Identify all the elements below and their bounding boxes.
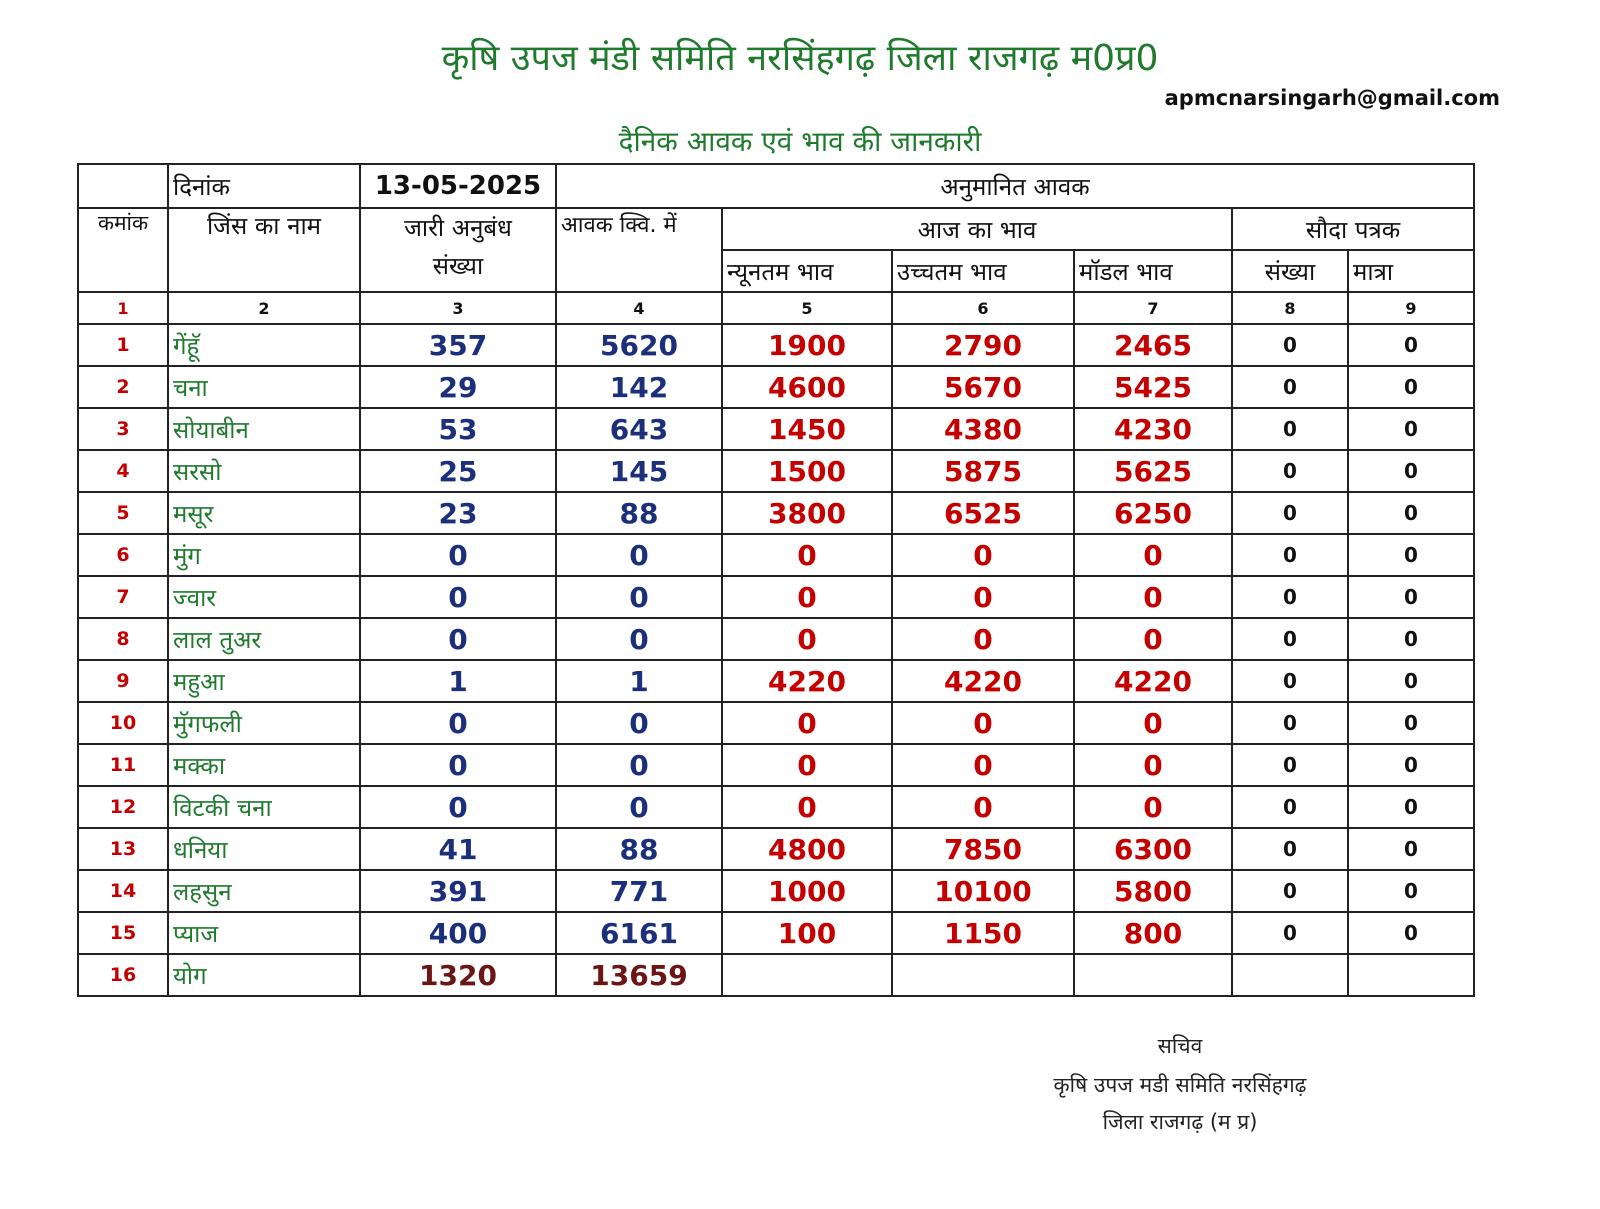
max-price-cell: 7850: [892, 828, 1074, 870]
modal-price-cell: 5800: [1074, 870, 1232, 912]
arrival-cell: 0: [556, 534, 722, 576]
sauda-count-cell: 0: [1232, 828, 1348, 870]
arrival-cell: 142: [556, 366, 722, 408]
table-body: [78, 324, 1474, 996]
signature-title: सचिव: [1157, 1034, 1203, 1058]
date-label: दिनांक: [168, 164, 360, 208]
serial-header: कमांक: [78, 208, 168, 292]
sauda-count-cell: 0: [1232, 618, 1348, 660]
max-price-cell: 4380: [892, 408, 1074, 450]
empty-cell: [892, 954, 1074, 996]
min-price-header: न्यूनतम भाव: [722, 250, 892, 292]
modal-price-cell: 800: [1074, 912, 1232, 954]
min-price-cell: 4800: [722, 828, 892, 870]
min-price-cell: 4600: [722, 366, 892, 408]
sauda-count-cell: 0: [1232, 324, 1348, 366]
modal-price-cell: 0: [1074, 744, 1232, 786]
serial-cell: 2: [78, 366, 168, 408]
total-label-cell: योग: [168, 954, 360, 996]
table-row: [78, 408, 1474, 450]
min-price-cell: 3800: [722, 492, 892, 534]
sauda-qty-cell: 0: [1348, 828, 1474, 870]
crop-name-cell: लहसुन: [168, 870, 360, 912]
empty-cell: [1348, 954, 1474, 996]
sauda-count-cell: 0: [1232, 408, 1348, 450]
sauda-qty-cell: 0: [1348, 660, 1474, 702]
page-title: कृषि उपज मंडी समिति नरसिंहगढ़ जिला राजगढ़ म0प्र0: [441, 38, 1159, 79]
total-contracts-cell: 1320: [360, 954, 556, 996]
serial-cell: 11: [78, 744, 168, 786]
serial-cell: 9: [78, 660, 168, 702]
column-number-row: [78, 292, 1474, 324]
serial-cell: 15: [78, 912, 168, 954]
crop-name-cell: सरसो: [168, 450, 360, 492]
sauda-qty-cell: 0: [1348, 744, 1474, 786]
sauda-qty-cell: 0: [1348, 870, 1474, 912]
max-price-cell: 0: [892, 534, 1074, 576]
sauda-count-cell: 0: [1232, 870, 1348, 912]
column-number: 9: [1348, 292, 1474, 324]
contracts-cell: 53: [360, 408, 556, 450]
serial-cell: 8: [78, 618, 168, 660]
date-value: 13-05-2025: [360, 164, 556, 208]
serial-cell: 4: [78, 450, 168, 492]
max-price-cell: 2790: [892, 324, 1074, 366]
max-price-cell: 0: [892, 576, 1074, 618]
arrival-cell: 5620: [556, 324, 722, 366]
serial-cell: 6: [78, 534, 168, 576]
sauda-qty-cell: 0: [1348, 912, 1474, 954]
min-price-cell: 0: [722, 576, 892, 618]
table-row: [78, 618, 1474, 660]
max-price-cell: 1150: [892, 912, 1074, 954]
max-price-cell: 0: [892, 786, 1074, 828]
min-price-cell: 4220: [722, 660, 892, 702]
crop-name-cell: मक्का: [168, 744, 360, 786]
table-row: [78, 870, 1474, 912]
arrival-cell: 0: [556, 576, 722, 618]
modal-price-cell: 0: [1074, 618, 1232, 660]
empty-cell: [1232, 954, 1348, 996]
table-row: [78, 492, 1474, 534]
contracts-cell: 400: [360, 912, 556, 954]
modal-price-cell: 5425: [1074, 366, 1232, 408]
arrival-cell: 145: [556, 450, 722, 492]
total-arrival-cell: 13659: [556, 954, 722, 996]
sauda-qty-cell: 0: [1348, 576, 1474, 618]
modal-price-cell: 0: [1074, 534, 1232, 576]
sauda-count-cell: 0: [1232, 534, 1348, 576]
sauda-qty-cell: 0: [1348, 534, 1474, 576]
modal-price-cell: 0: [1074, 576, 1232, 618]
max-price-header: उच्चतम भाव: [892, 250, 1074, 292]
column-number: 6: [892, 292, 1074, 324]
column-number: 3: [360, 292, 556, 324]
crop-name-cell: लाल तुअर: [168, 618, 360, 660]
crop-name-cell: ज्वार: [168, 576, 360, 618]
serial-cell: 14: [78, 870, 168, 912]
min-price-cell: 1500: [722, 450, 892, 492]
contracts-cell: 1: [360, 660, 556, 702]
sauda-qty-cell: 0: [1348, 366, 1474, 408]
serial-cell: 7: [78, 576, 168, 618]
min-price-cell: 0: [722, 534, 892, 576]
email-address: apmcnarsingarh@gmail.com: [1164, 86, 1500, 110]
sauda-count-cell: 0: [1232, 912, 1348, 954]
serial-cell: 1: [78, 324, 168, 366]
contracts-header: [360, 208, 556, 292]
modal-price-cell: 4220: [1074, 660, 1232, 702]
crop-name-cell: चना: [168, 366, 360, 408]
arrival-cell: 0: [556, 618, 722, 660]
min-price-cell: 1900: [722, 324, 892, 366]
column-number: 8: [1232, 292, 1348, 324]
sauda-qty-header: मात्रा: [1348, 250, 1474, 292]
min-price-cell: 1450: [722, 408, 892, 450]
contracts-cell: 0: [360, 618, 556, 660]
min-price-cell: 0: [722, 618, 892, 660]
table-row: [78, 828, 1474, 870]
arrival-cell: 6161: [556, 912, 722, 954]
sauda-count-cell: 0: [1232, 744, 1348, 786]
sauda-qty-cell: 0: [1348, 618, 1474, 660]
column-number: 1: [78, 292, 168, 324]
contracts-cell: 357: [360, 324, 556, 366]
arrival-cell: 0: [556, 744, 722, 786]
min-price-cell: 0: [722, 786, 892, 828]
max-price-cell: 0: [892, 702, 1074, 744]
sauda-count-cell: 0: [1232, 450, 1348, 492]
serial-cell: 10: [78, 702, 168, 744]
max-price-cell: 5670: [892, 366, 1074, 408]
sauda-count-cell: 0: [1232, 702, 1348, 744]
crop-name-cell: मुंग: [168, 534, 360, 576]
contracts-header-line2: संख्या: [432, 252, 484, 280]
sauda-qty-cell: 0: [1348, 786, 1474, 828]
contracts-cell: 29: [360, 366, 556, 408]
arrival-cell: 88: [556, 828, 722, 870]
table-row: [78, 450, 1474, 492]
crop-name-cell: मुॅगफली: [168, 702, 360, 744]
empty-cell: [722, 954, 892, 996]
table-row: [78, 744, 1474, 786]
contracts-cell: 23: [360, 492, 556, 534]
table-row: [78, 366, 1474, 408]
crop-name-cell: विटकी चना: [168, 786, 360, 828]
table-row: [78, 534, 1474, 576]
sauda-qty-cell: 0: [1348, 492, 1474, 534]
modal-price-cell: 0: [1074, 786, 1232, 828]
arrival-cell: 771: [556, 870, 722, 912]
empty-cell: [1074, 954, 1232, 996]
table-row: [78, 912, 1474, 954]
sauda-qty-cell: 0: [1348, 450, 1474, 492]
sauda-qty-cell: 0: [1348, 324, 1474, 366]
contracts-cell: 0: [360, 786, 556, 828]
crop-name-cell: प्याज: [168, 912, 360, 954]
arrival-cell: 88: [556, 492, 722, 534]
sauda-count-cell: 0: [1232, 660, 1348, 702]
daily-arrival-price-table: [77, 163, 1475, 997]
contracts-cell: 0: [360, 744, 556, 786]
crop-name-header: जिंस का नाम: [168, 208, 360, 292]
sauda-qty-cell: 0: [1348, 702, 1474, 744]
sauda-qty-cell: 0: [1348, 408, 1474, 450]
serial-cell: 5: [78, 492, 168, 534]
column-number: 7: [1074, 292, 1232, 324]
sauda-patrak-header: सौदा पत्रक: [1232, 208, 1474, 250]
table-row: [78, 660, 1474, 702]
table-row: [78, 702, 1474, 744]
contracts-cell: 0: [360, 534, 556, 576]
anumanit-awak-header: अनुमानित आवक: [556, 164, 1474, 208]
max-price-cell: 0: [892, 618, 1074, 660]
crop-name-cell: मसूर: [168, 492, 360, 534]
sauda-count-cell: 0: [1232, 492, 1348, 534]
crop-name-cell: सोयाबीन: [168, 408, 360, 450]
arrival-cell: 643: [556, 408, 722, 450]
arrival-header: आवक क्वि. में: [556, 208, 722, 292]
blank-cell: [78, 164, 168, 208]
serial-cell: 12: [78, 786, 168, 828]
table-row: [78, 576, 1474, 618]
modal-price-header: मॉडल भाव: [1074, 250, 1232, 292]
min-price-cell: 0: [722, 702, 892, 744]
column-number: 5: [722, 292, 892, 324]
arrival-cell: 0: [556, 702, 722, 744]
contracts-cell: 0: [360, 702, 556, 744]
max-price-cell: 5875: [892, 450, 1074, 492]
arrival-cell: 1: [556, 660, 722, 702]
min-price-cell: 100: [722, 912, 892, 954]
table-header: [78, 164, 1474, 324]
contracts-cell: 0: [360, 576, 556, 618]
max-price-cell: 10100: [892, 870, 1074, 912]
modal-price-cell: 6300: [1074, 828, 1232, 870]
contracts-cell: 391: [360, 870, 556, 912]
total-serial-cell: 16: [78, 954, 168, 996]
arrival-cell: 0: [556, 786, 722, 828]
max-price-cell: 6525: [892, 492, 1074, 534]
crop-name-cell: महुआ: [168, 660, 360, 702]
todays-price-header: आज का भाव: [722, 208, 1232, 250]
modal-price-cell: 5625: [1074, 450, 1232, 492]
max-price-cell: 0: [892, 744, 1074, 786]
modal-price-cell: 0: [1074, 702, 1232, 744]
min-price-cell: 0: [722, 744, 892, 786]
min-price-cell: 1000: [722, 870, 892, 912]
sauda-count-header: संख्या: [1232, 250, 1348, 292]
contracts-header-line1: जारी अनुबंध: [404, 214, 512, 242]
column-number: 2: [168, 292, 360, 324]
table-row: [78, 324, 1474, 366]
signature-district: जिला राजगढ़ (म प्र): [1102, 1110, 1258, 1134]
report-subtitle: दैनिक आवक एवं भाव की जानकारी: [618, 125, 982, 158]
modal-price-cell: 2465: [1074, 324, 1232, 366]
crop-name-cell: धनिया: [168, 828, 360, 870]
max-price-cell: 4220: [892, 660, 1074, 702]
serial-cell: 3: [78, 408, 168, 450]
crop-name-cell: गेंहूॅ: [168, 324, 360, 366]
table-row: [78, 786, 1474, 828]
contracts-cell: 25: [360, 450, 556, 492]
modal-price-cell: 6250: [1074, 492, 1232, 534]
total-row: [78, 954, 1474, 996]
sauda-count-cell: 0: [1232, 366, 1348, 408]
modal-price-cell: 4230: [1074, 408, 1232, 450]
serial-cell: 13: [78, 828, 168, 870]
contracts-cell: 41: [360, 828, 556, 870]
column-number: 4: [556, 292, 722, 324]
signature-office: कृषि उपज मडी समिति नरसिंहगढ़: [1053, 1073, 1307, 1097]
sauda-count-cell: 0: [1232, 786, 1348, 828]
sauda-count-cell: 0: [1232, 576, 1348, 618]
